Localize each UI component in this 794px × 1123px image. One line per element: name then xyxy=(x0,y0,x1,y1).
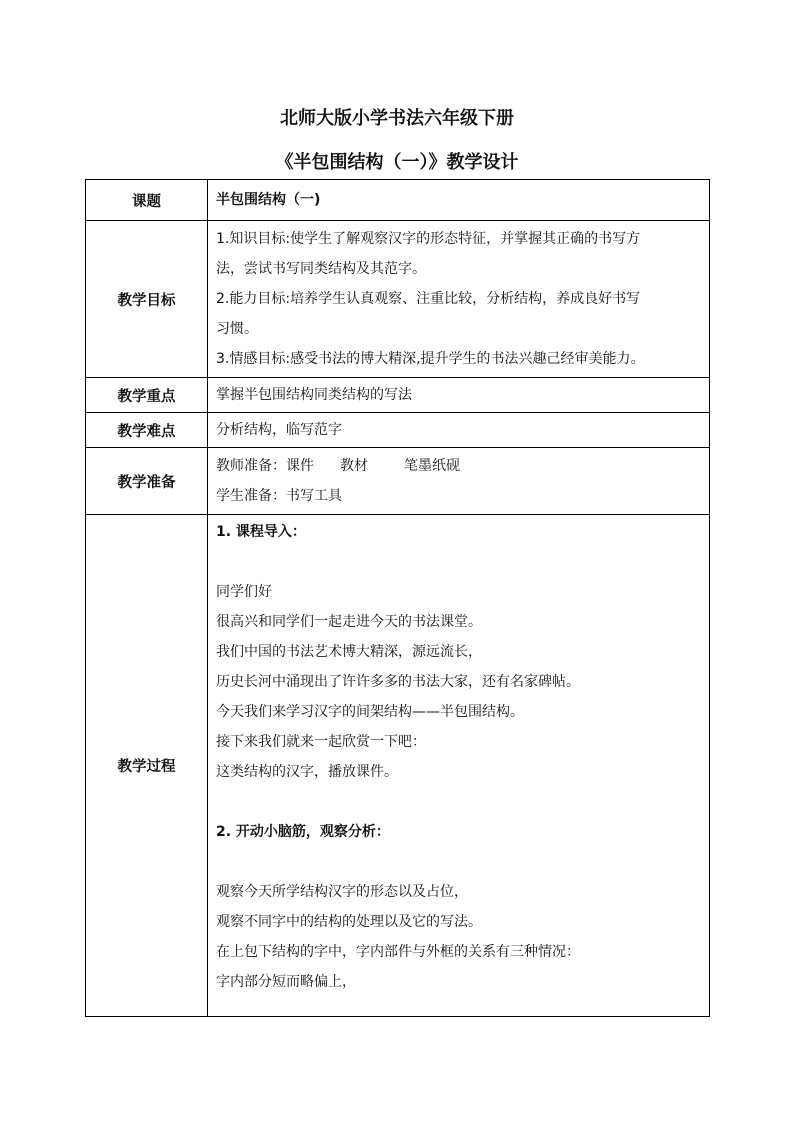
process-line: 今天我们来学习汉字的间架结构——半包围结构。 xyxy=(216,704,524,720)
row-goals xyxy=(86,221,710,378)
process-line: 我们中国的书法艺术博大精深，源远流长， xyxy=(216,644,482,660)
teacher-prep-label: 教师准备： xyxy=(216,458,286,474)
topic-label: 课题 xyxy=(86,180,208,221)
difficulties-label: 教学难点 xyxy=(86,413,208,448)
process-line: 在上包下结构的字中，字内部件与外框的关系有三种情况： xyxy=(216,944,580,960)
process-content xyxy=(208,515,710,1017)
row-process xyxy=(86,515,710,1017)
document-title: 北师大版小学书法六年级下册 xyxy=(280,108,514,129)
section1-title: 1. 课程导入： xyxy=(216,524,306,540)
row-difficulties xyxy=(86,413,710,448)
process-line: 很高兴和同学们一起走进今天的书法课堂。 xyxy=(216,614,482,630)
process-line: 接下来我们就来一起欣赏一下吧： xyxy=(216,734,426,750)
key-points-value: 掌握半包围结构同类结构的写法 xyxy=(208,378,710,413)
goals-line: 法，尝试书写同类结构及其范字。 xyxy=(216,261,426,277)
row-preparation xyxy=(86,448,710,515)
goals-line: 1.知识目标:使学生了解观察汉字的形态特征，并掌握其正确的书写方 xyxy=(216,231,641,247)
goals-content xyxy=(208,221,710,378)
difficulties-value: 分析结构，临写范字 xyxy=(208,413,710,448)
topic-value: 半包围结构（一) xyxy=(208,180,710,221)
process-label: 教学过程 xyxy=(86,515,208,1017)
process-line: 观察今天所学结构汉字的形态以及占位， xyxy=(216,884,468,900)
goals-line: 3.情感目标:感受书法的博大精深,提升学生的书法兴趣己经审美能力。 xyxy=(216,351,645,367)
teacher-prep-item: 教材 xyxy=(340,458,368,474)
row-topic xyxy=(86,180,710,221)
section2-title: 2. 开动小脑筋，观察分析： xyxy=(216,824,390,840)
preparation-label: 教学准备 xyxy=(86,448,208,515)
process-line: 历史长河中涌现出了许许多多的书法大家，还有名家碑帖。 xyxy=(216,674,580,690)
teacher-prep-item: 课件 xyxy=(286,458,314,474)
lesson-plan-table xyxy=(85,179,710,1017)
goals-label: 教学目标 xyxy=(86,221,208,378)
row-key-points xyxy=(86,378,710,413)
process-line: 字内部分短而略偏上， xyxy=(216,974,356,990)
goals-line: 2.能力目标:培养学生认真观察、注重比较，分析结构，养成良好书写 xyxy=(216,291,641,307)
document-subtitle: 《半包围结构（一）》教学设计 xyxy=(275,152,519,173)
preparation-content xyxy=(208,448,710,515)
teacher-prep-item: 笔墨纸砚 xyxy=(404,458,460,474)
process-line: 观察不同字中的结构的处理以及它的写法。 xyxy=(216,914,482,930)
goals-line: 习惯。 xyxy=(216,321,258,337)
process-line: 这类结构的汉字，播放课件。 xyxy=(216,764,398,780)
key-points-label: 教学重点 xyxy=(86,378,208,413)
process-line: 同学们好 xyxy=(216,584,272,600)
teacher-preparation xyxy=(216,451,703,481)
student-preparation: 学生准备：书写工具 xyxy=(216,488,342,504)
